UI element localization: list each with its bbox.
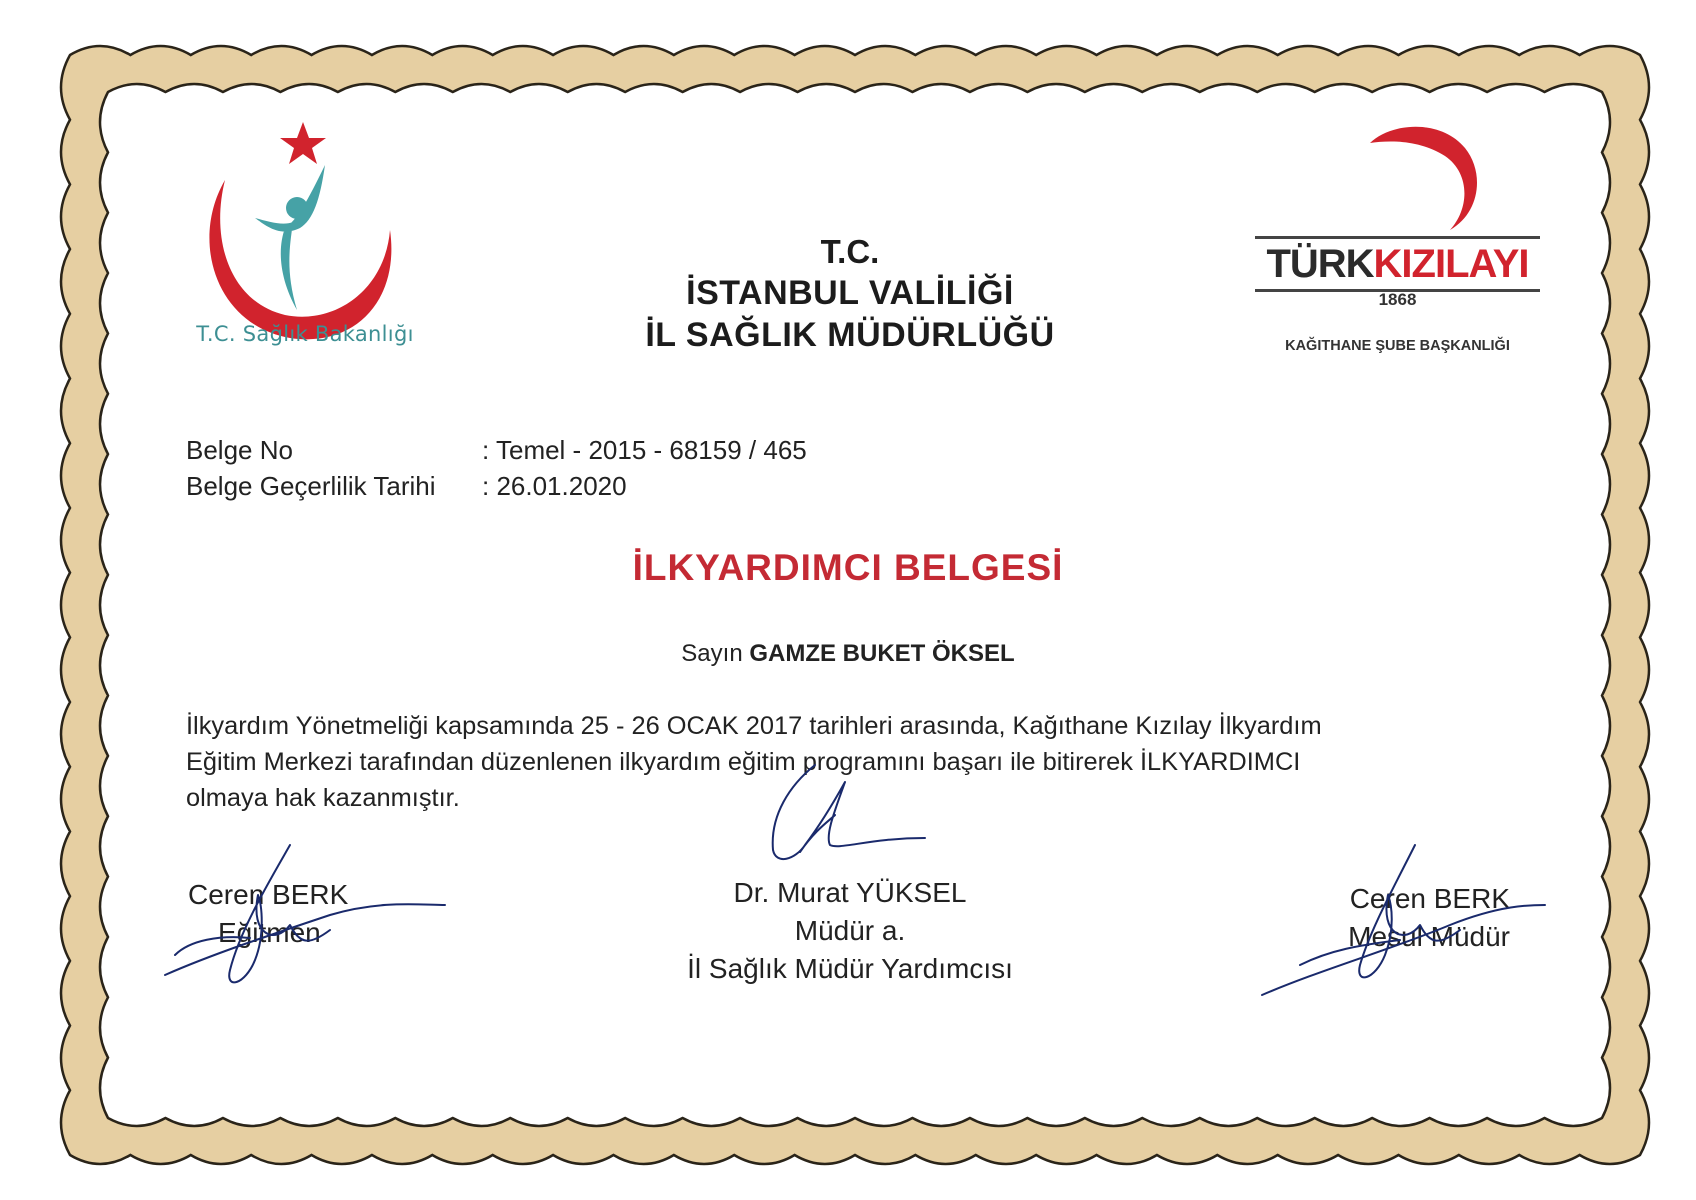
certificate-body <box>186 708 1516 816</box>
director-role-1: Müdür a. <box>794 915 906 946</box>
recipient <box>500 640 1196 668</box>
header-health-directorate: İL SAĞLIK MÜDÜRLÜĞÜ <box>645 316 1055 354</box>
red-crescent-icon <box>1335 118 1515 238</box>
kizilay-founding-year: 1868 <box>1378 290 1417 309</box>
salutation: Sayın <box>681 640 743 667</box>
director-role-2: İl Sağlık Müdür Yardımcısı <box>687 953 1013 984</box>
director-name: Dr. Murat YÜKSEL <box>733 877 967 908</box>
validity-label: Belge Geçerlilik Tarihi <box>186 471 436 501</box>
validity-row <box>186 468 807 504</box>
signature-block-director <box>600 874 1100 988</box>
doc-number-value: : Temel - 2015 - 68159 / 465 <box>482 435 807 465</box>
body-line-1: İlkyardım Yönetmeliği kapsamında 25 - 26 OCAK 2017 tarihleri arasında, Kağıthane Kızılay İlkyardım <box>186 712 1322 740</box>
recipient-name: GAMZE BUKET ÖKSEL <box>749 640 1015 667</box>
signature-block-responsible-manager <box>1320 880 1510 956</box>
manager-role: Mesul Müdür <box>1348 921 1510 952</box>
header-tc: T.C. <box>820 233 880 270</box>
certificate-title: İLKYARDIMCI BELGESİ <box>632 547 1064 588</box>
kizilay-branch: KAĞITHANE ŞUBE BAŞKANLIĞI <box>1285 338 1510 354</box>
kizilay-wordmark <box>1255 236 1540 292</box>
header-governorship: İSTANBUL VALİLİĞİ <box>686 274 1014 312</box>
kizilay-wordmark-turk: TÜRK <box>1266 242 1374 286</box>
signature-block-instructor <box>188 876 348 952</box>
body-line-2: Eğitim Merkezi tarafından düzenlenen ilkyardım eğitim programını başarı ile bitirerek İLKYARDIMCI <box>186 748 1301 776</box>
instructor-name: Ceren BERK <box>188 879 349 910</box>
validity-value: : 26.01.2020 <box>482 471 627 501</box>
doc-number-row <box>186 432 807 468</box>
ministry-caption: T.C. Sağlık Bakanlığı <box>196 322 414 346</box>
manager-name: Ceren BERK <box>1349 883 1510 914</box>
document-info <box>186 432 807 504</box>
kizilay-wordmark-kizilayi: KIZILAYI <box>1373 242 1529 286</box>
issuer-header <box>560 232 1140 356</box>
instructor-role: Eğitmen <box>218 917 321 948</box>
body-line-3: olmaya hak kazanmıştır. <box>186 784 460 812</box>
doc-number-label: Belge No <box>186 435 293 465</box>
